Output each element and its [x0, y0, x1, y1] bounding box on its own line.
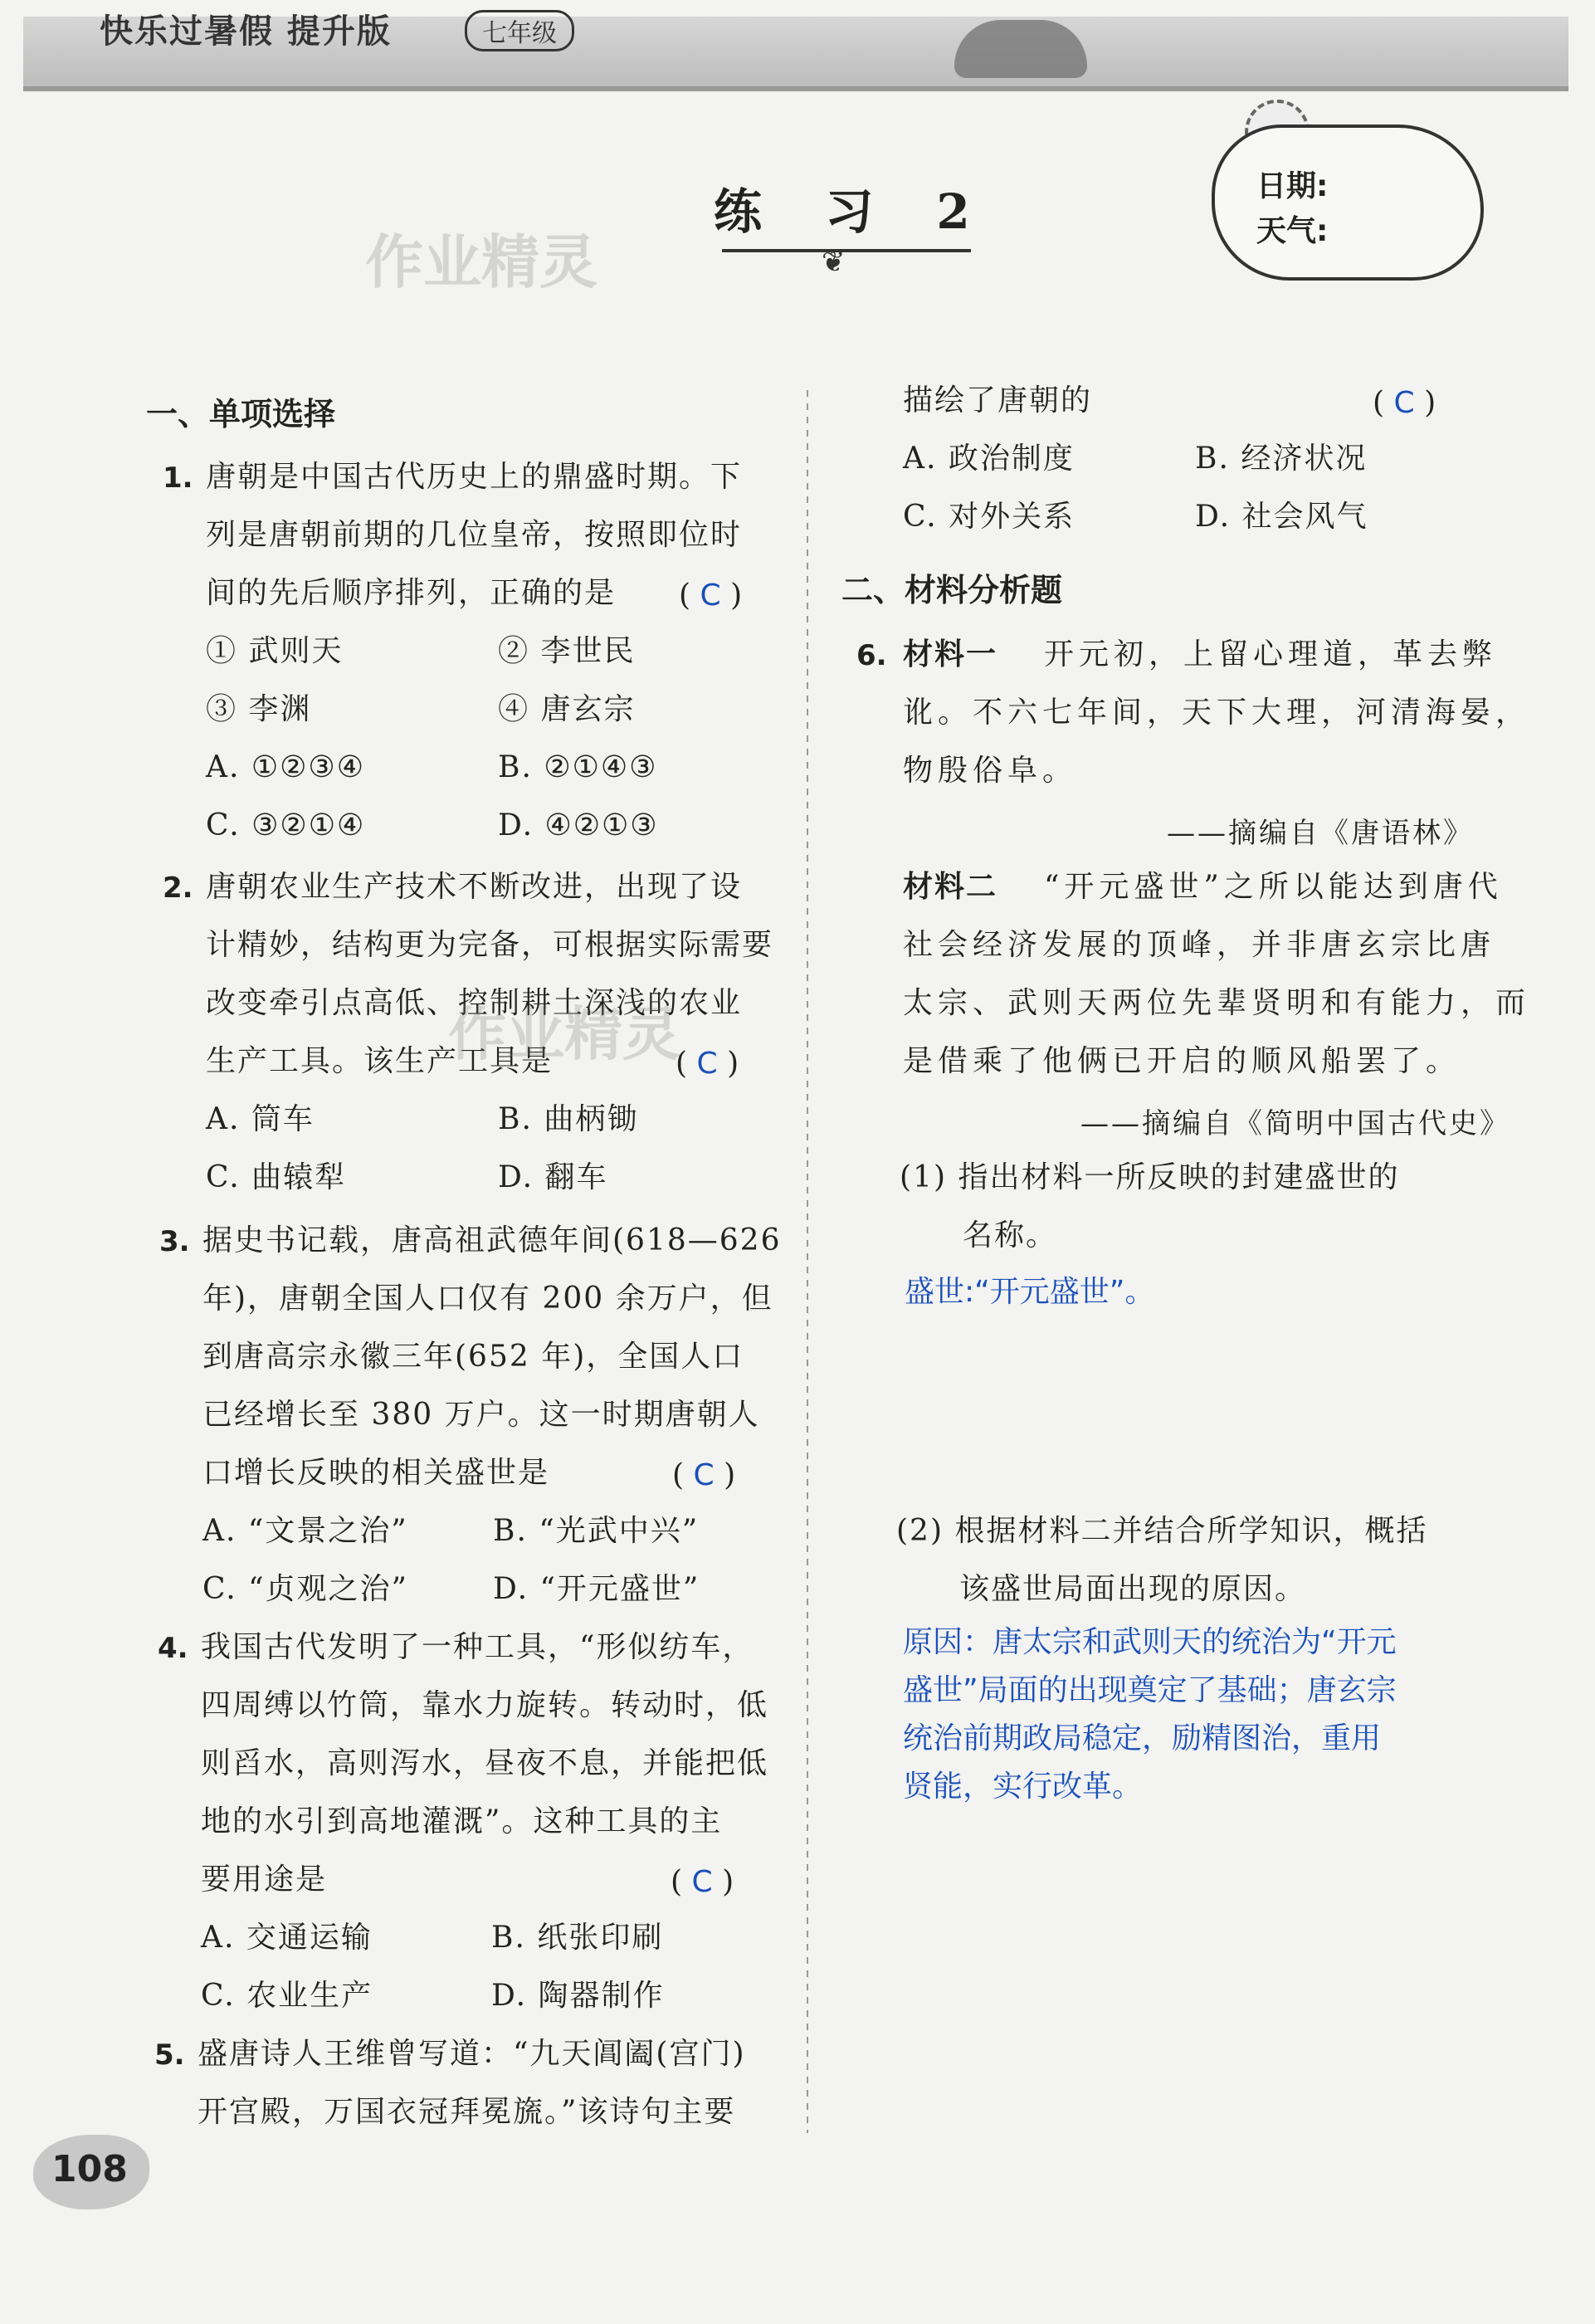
question-text: 计精妙，结构更为完备，可根据实际需要 [206, 928, 774, 962]
option: C. 曲辕犁 [206, 1160, 347, 1194]
handwritten-answer: 统治前期政局稳定，励精图治，重用 [903, 1721, 1382, 1755]
option: A. 筒车 [206, 1102, 315, 1136]
option: B. 纸张印刷 [491, 1921, 664, 1955]
title-underline [722, 249, 971, 252]
question-text: 改变牵引点高低、控制耕土深浅的农业 [206, 986, 743, 1020]
question-text: 要用途是 [201, 1863, 328, 1897]
question-number: 5. [154, 2038, 185, 2072]
option: A. ①②③④ [206, 750, 365, 784]
handwritten-answer: 盛世:“开元盛世”。 [905, 1275, 1155, 1309]
handwritten-answer: 贤能，实行改革。 [903, 1770, 1143, 1804]
question-number: 2. [163, 872, 193, 905]
question-text: 唐朝农业生产技术不断改进，出现了设 [206, 870, 743, 904]
subquestion-text: 名称。 [963, 1218, 1058, 1252]
series-title: 快乐过暑假 提升版 [100, 12, 392, 51]
question-text: 据史书记载，唐高祖武德年间(618—626 [202, 1223, 782, 1257]
answer-bracket: ( C ) [671, 1865, 734, 1899]
question-text: 描绘了唐朝的 [903, 383, 1093, 417]
weather-label: 天气: [1256, 214, 1329, 248]
question-number: 4. [158, 1632, 188, 1665]
item: ① 武则天 [206, 634, 344, 668]
material-text: 太宗、武则天两位先辈贤明和有能力，而 [903, 986, 1531, 1020]
section-title-choice: 一、单项选择 [146, 396, 336, 432]
answer-bracket: ( C ) [676, 1047, 739, 1081]
question-text: 唐朝是中国古代历史上的鼎盛时期。下 [206, 460, 743, 494]
answer-bracket: ( C ) [679, 579, 743, 613]
material-text: 是借乘了他俩已开启的顺风船罢了。 [903, 1044, 1461, 1078]
material-label: 材料二 [903, 870, 998, 904]
option: A. 政治制度 [903, 442, 1075, 476]
decoration-illustration [954, 20, 1087, 78]
option: C. 对外关系 [903, 500, 1076, 534]
page-title: 练 习 2 [714, 183, 993, 240]
option: C. 农业生产 [201, 1979, 373, 2013]
question-text: 已经增长至 380 万户。这一时期唐朝人 [202, 1398, 760, 1432]
question-text: 年)，唐朝全国人口仅有 200 余万户，但 [202, 1282, 773, 1316]
option: B. 曲柄锄 [498, 1102, 639, 1136]
question-text: 生产工具。该生产工具是 [206, 1044, 554, 1078]
question-text: 地的水引到高地灌溉”。这种工具的主 [201, 1804, 723, 1838]
grade-badge: 七年级 [465, 10, 574, 51]
answer: C [696, 1047, 718, 1081]
watermark: 作业精灵 [365, 228, 598, 296]
handwritten-answer: 原因：唐太宗和武则天的统治为“开元 [903, 1625, 1397, 1659]
material-text: 社会经济发展的顶峰，并非唐玄宗比唐 [903, 928, 1496, 962]
date-label: 日期: [1256, 169, 1329, 203]
material-label: 材料一 [903, 637, 998, 671]
question-text: 开宫殿，万国衣冠拜冕旒。”该诗句主要 [198, 2095, 736, 2129]
material-text: 讹。不六七年间，天下大理，河清海晏， [903, 696, 1531, 730]
question-text: 间的先后顺序排列，正确的是 [206, 576, 617, 610]
option: D. “开元盛世” [493, 1572, 700, 1606]
item: ③ 李渊 [206, 692, 312, 726]
material-text: 物殷俗阜。 [903, 754, 1078, 788]
option: C. “贞观之治” [202, 1572, 408, 1606]
answer-bracket: ( C ) [672, 1458, 736, 1492]
option: C. ③②①④ [206, 808, 366, 842]
question-text: 到唐高宗永徽三年(652 年)，全国人口 [202, 1340, 744, 1374]
answer: C [693, 1458, 715, 1492]
watermark: 作业精灵 [448, 1000, 680, 1068]
ornament-icon: ❦ [822, 246, 846, 279]
material-text: “开元盛世”之所以能达到唐代 [1044, 870, 1503, 904]
section-title-material: 二、材料分析题 [841, 572, 1063, 608]
handwritten-answer: 盛世”局面的出现奠定了基础；唐玄宗 [903, 1673, 1397, 1707]
option: B. 经济状况 [1195, 442, 1368, 476]
answer: C [700, 579, 721, 613]
option: A. “文景之治” [202, 1514, 408, 1548]
subquestion-text: 该盛世局面出现的原因。 [959, 1572, 1307, 1606]
answer-bracket: ( C ) [1373, 386, 1436, 420]
answer: C [1393, 386, 1415, 420]
question-number: 6. [856, 639, 887, 672]
option: B. “光武中兴” [493, 1514, 700, 1548]
question-text: 口增长反映的相关盛世是 [202, 1456, 550, 1490]
option: A. 交通运输 [201, 1921, 373, 1955]
option: D. 陶器制作 [491, 1979, 665, 2013]
question-text: 列是唐朝前期的几位皇帝，按照即位时 [206, 518, 743, 552]
date-weather-box [1212, 124, 1484, 281]
answer: C [691, 1865, 713, 1899]
question-text: 则舀水，高则泻水，昼夜不息，并能把低 [201, 1746, 769, 1780]
option: B. ②①④③ [498, 750, 658, 784]
material-text: 开元初，上留心理道，革去弊 [1044, 637, 1498, 671]
material-source: ——摘编自《简明中国古代史》 [1080, 1107, 1510, 1140]
option: D. ④②①③ [498, 808, 659, 842]
subquestion-text: (2) 根据材料二并结合所学知识，概括 [896, 1514, 1428, 1548]
question-number: 1. [163, 461, 193, 495]
question-text: 四周缚以竹筒，靠水力旋转。转动时，低 [201, 1688, 769, 1722]
subquestion-text: (1) 指出材料一所反映的封建盛世的 [900, 1160, 1400, 1194]
page-number: 108 [51, 2148, 128, 2190]
question-text: 我国古代发明了一种工具，“形似纺车， [201, 1630, 754, 1664]
option: D. 社会风气 [1195, 500, 1368, 534]
material-source: ——摘编自《唐语林》 [1167, 817, 1474, 850]
column-divider [807, 390, 808, 2133]
item: ② 李世民 [498, 634, 636, 668]
option: D. 翻车 [498, 1160, 608, 1194]
question-text: 盛唐诗人王维曾写道：“九天阊阖(宫门) [198, 2037, 746, 2071]
question-number: 3. [159, 1225, 190, 1258]
item: ④ 唐玄宗 [498, 692, 636, 726]
